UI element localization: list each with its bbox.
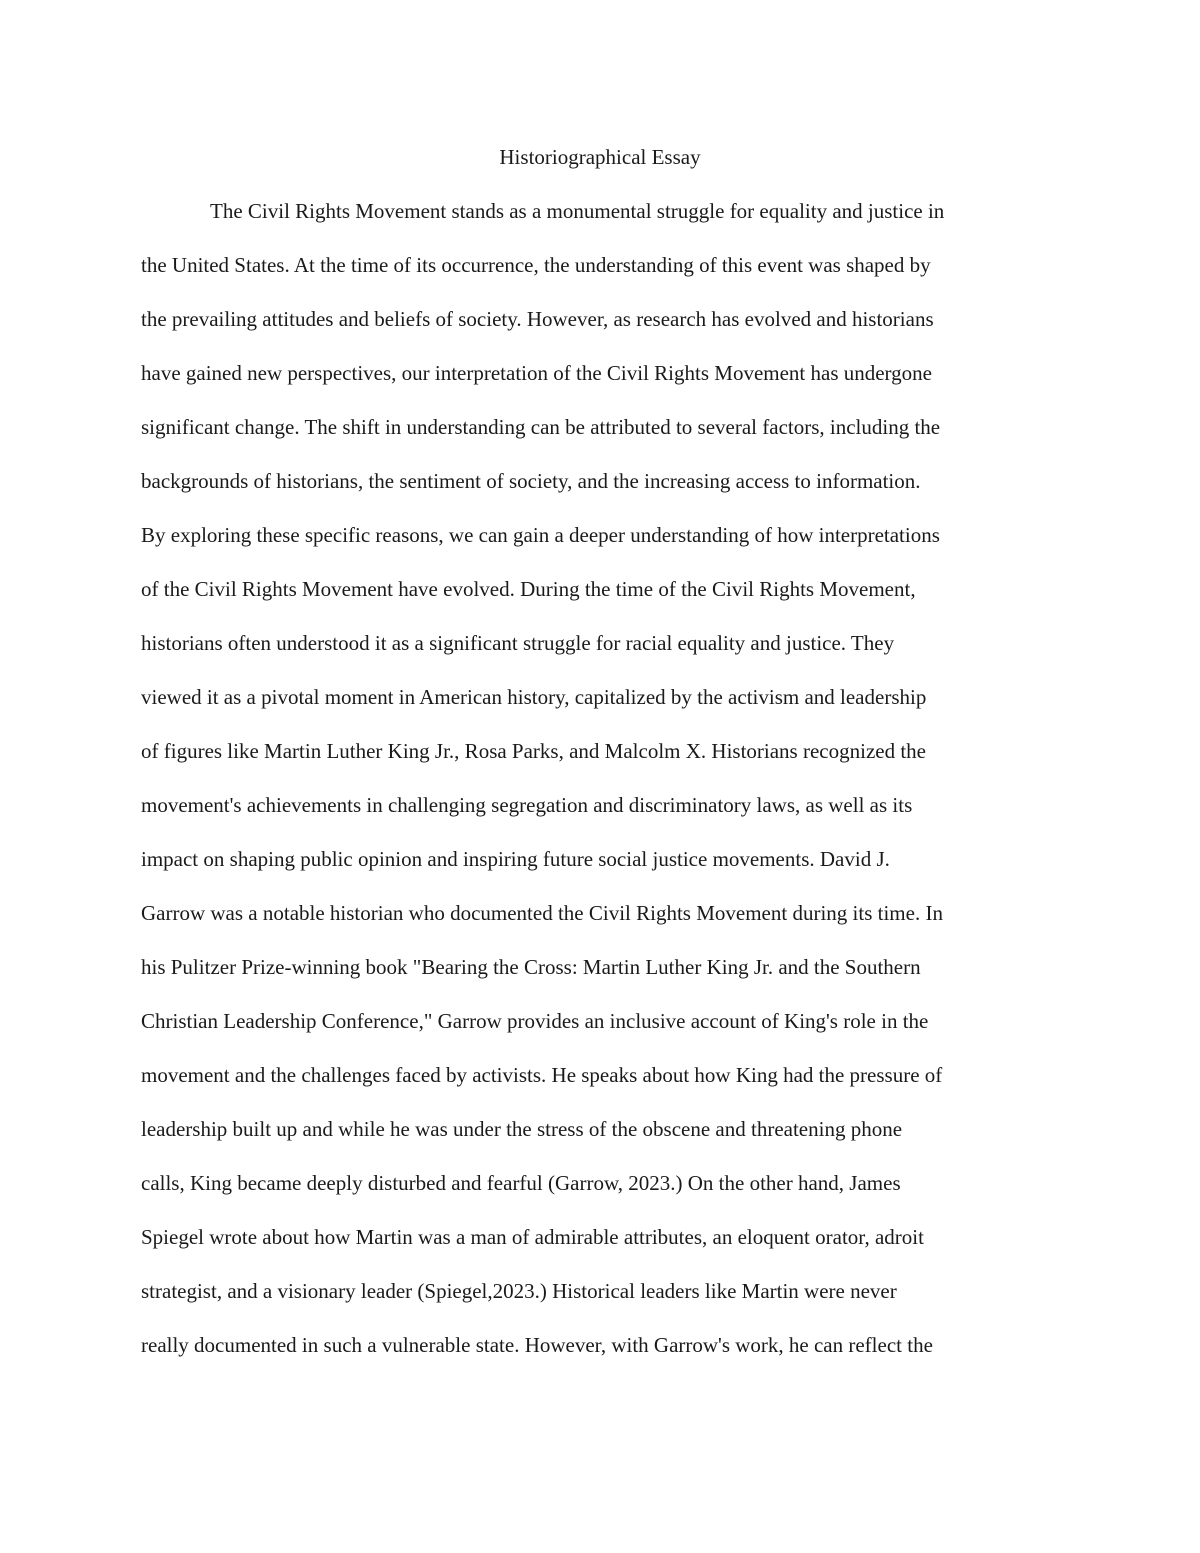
body-line: strategist, and a visionary leader (Spiegel,2023.) Historical leaders like Martin were never xyxy=(141,1279,897,1303)
body-line: Garrow was a notable historian who documented the Civil Rights Movement during its time. In xyxy=(141,901,943,925)
body-line: really documented in such a vulnerable state. However, with Garrow's work, he can reflect the xyxy=(141,1333,933,1357)
body-line: impact on shaping public opinion and inspiring future social justice movements. David J. xyxy=(141,847,890,871)
body-line: Christian Leadership Conference," Garrow provides an inclusive account of King's role in the xyxy=(141,1009,929,1033)
body-line: movement's achievements in challenging segregation and discriminatory laws, as well as its xyxy=(141,793,913,817)
body-line: leadership built up and while he was under the stress of the obscene and threatening phone xyxy=(141,1117,903,1141)
essay-title: Historiographical Essay xyxy=(499,145,701,169)
body-line: his Pulitzer Prize-winning book "Bearing the Cross: Martin Luther King Jr. and the Southern xyxy=(141,955,921,979)
body-line: backgrounds of historians, the sentiment of society, and the increasing access to information. xyxy=(141,469,921,493)
body-line: By exploring these specific reasons, we can gain a deeper understanding of how interpretations xyxy=(141,523,940,547)
body-line: historians often understood it as a significant struggle for racial equality and justice. They xyxy=(141,631,895,655)
body-line: of the Civil Rights Movement have evolved. During the time of the Civil Rights Movement, xyxy=(141,577,916,601)
body-line: calls, King became deeply disturbed and fearful (Garrow, 2023.) On the other hand, James xyxy=(141,1171,901,1195)
body-line: have gained new perspectives, our interpretation of the Civil Rights Movement has undergone xyxy=(141,361,932,385)
body-line: the prevailing attitudes and beliefs of society. However, as research has evolved and historians xyxy=(141,307,934,331)
body-line: Spiegel wrote about how Martin was a man of admirable attributes, an eloquent orator, adroit xyxy=(141,1225,924,1249)
body-line: of figures like Martin Luther King Jr., Rosa Parks, and Malcolm X. Historians recognized the xyxy=(141,739,926,763)
body-line: significant change. The shift in understanding can be attributed to several factors, including the xyxy=(141,415,941,439)
body-line: viewed it as a pivotal moment in American history, capitalized by the activism and leadership xyxy=(141,685,927,709)
body-line: The Civil Rights Movement stands as a monumental struggle for equality and justice in xyxy=(210,199,945,223)
body-line: movement and the challenges faced by activists. He speaks about how King had the pressure of xyxy=(141,1063,943,1087)
body-line: the United States. At the time of its occurrence, the understanding of this event was shaped by xyxy=(141,253,931,277)
